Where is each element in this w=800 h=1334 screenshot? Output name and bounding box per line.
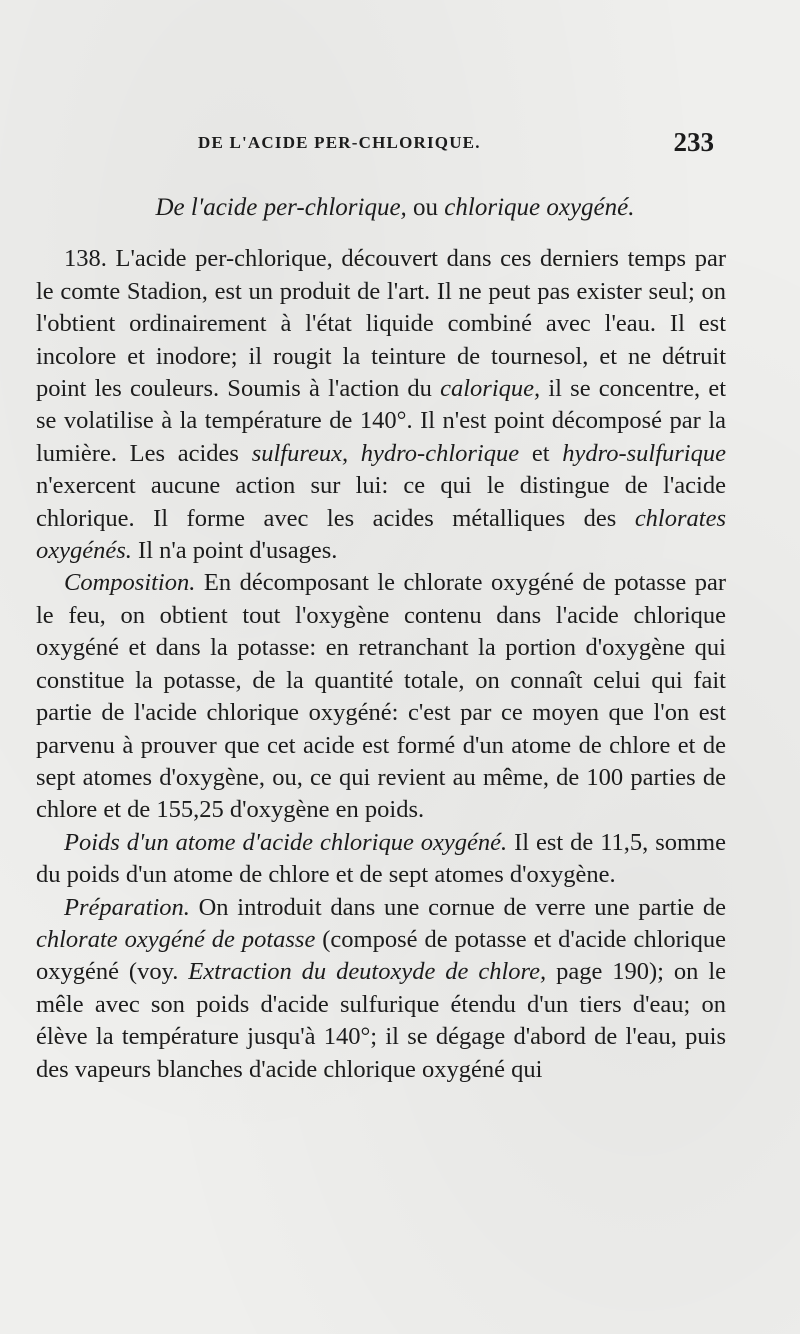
section-title-alt: chlorique oxygéné. bbox=[444, 194, 635, 221]
term-chlorates: chlorates oxygénés. bbox=[36, 504, 726, 565]
paragraph-138 bbox=[36, 243, 726, 567]
section-title-or: ou bbox=[406, 194, 445, 221]
preparation-text-1: On introduit dans une cornue de verre une partie de bbox=[189, 893, 726, 921]
paragraph-composition bbox=[36, 567, 726, 826]
section-title-main: De l'acide per-chlorique, bbox=[155, 194, 407, 221]
paragraph-138-mid1: il se concentre, et se volatilise à la température de 140°. Il n'est point décomposé par la lumière. Les acides bbox=[36, 375, 726, 467]
running-head: DE L'ACIDE PER-CHLORIQUE. bbox=[198, 133, 481, 152]
page-header bbox=[198, 127, 718, 161]
paragraph-138-mid3: n'exercent aucune action sur lui: ce qui le distingue de l'acide chlorique. Il forme avec les acides métalliques des bbox=[36, 472, 726, 532]
paragraph-poids bbox=[36, 827, 726, 892]
body-text bbox=[36, 192, 726, 1086]
term-extraction: Extraction du deutoxyde de chlore, bbox=[188, 958, 547, 986]
paragraph-preparation bbox=[36, 892, 726, 1086]
composition-text: En décomposant le chlorate oxygéné de potasse par le feu, on obtient tout l'oxygène contenu dans l'acide chlorique oxygéné et dans la potasse: en retranchant la portion d'oxygène qui constitue la potasse, de la quantité totale, on connaît celui qui fait partie de l'acide chlorique oxygéné: c'est par ce moyen que l'on est parvenu à prouver que cet acide est formé d'un atome de chlore et de sept atomes d'oxygène, ou, ce qui revient au même, de 100 parties de chlore et de 155,25 d'oxygène en poids. bbox=[36, 569, 726, 824]
preparation-text-3: page 190); on le mêle avec son poids d'acide sulfurique étendu d'un tiers d'eau; on élève la température jusqu'à 140°; il se dégage d'abord de l'eau, puis des vapeurs blanches d'acide chlorique oxygéné qui bbox=[36, 958, 726, 1083]
poids-label: Poids d'un atome d'acide chlorique oxygéné. bbox=[64, 828, 508, 856]
poids-text: Il est de 11,5, somme du poids d'un atome de chlore et de sept atomes d'oxygène. bbox=[36, 828, 726, 889]
paragraph-138-end: Il n'a point d'usages. bbox=[131, 537, 338, 565]
term-acids: sulfureux, hydro-chlorique bbox=[251, 439, 520, 467]
section-title bbox=[36, 192, 726, 224]
paragraph-138-lead: 138. L'acide per-chlorique, découvert dans ces derniers temps par le comte Stadion, est un produit de l'art. Il ne peut pas exister seul; on l'obtient ordinairement à l'état liquide combiné avec l'eau. Il est incolore et inodore; il rougit la teinture de tournesol, et ne détruit point les couleurs. Soumis à l'action du bbox=[36, 245, 726, 403]
term-chlorate-potasse: chlorate oxygéné de potasse bbox=[36, 925, 316, 953]
composition-label: Composition. bbox=[64, 569, 196, 597]
preparation-label: Préparation. bbox=[64, 893, 190, 921]
term-hydro-sulfurique: hydro-sulfurique bbox=[562, 439, 726, 467]
paragraph-138-mid2: et bbox=[519, 439, 563, 467]
preparation-text-2: (composé de potasse et d'acide chlorique oxygéné (voy. bbox=[36, 925, 726, 986]
term-calorique: calorique, bbox=[440, 375, 541, 403]
page-number: 233 bbox=[673, 127, 714, 157]
